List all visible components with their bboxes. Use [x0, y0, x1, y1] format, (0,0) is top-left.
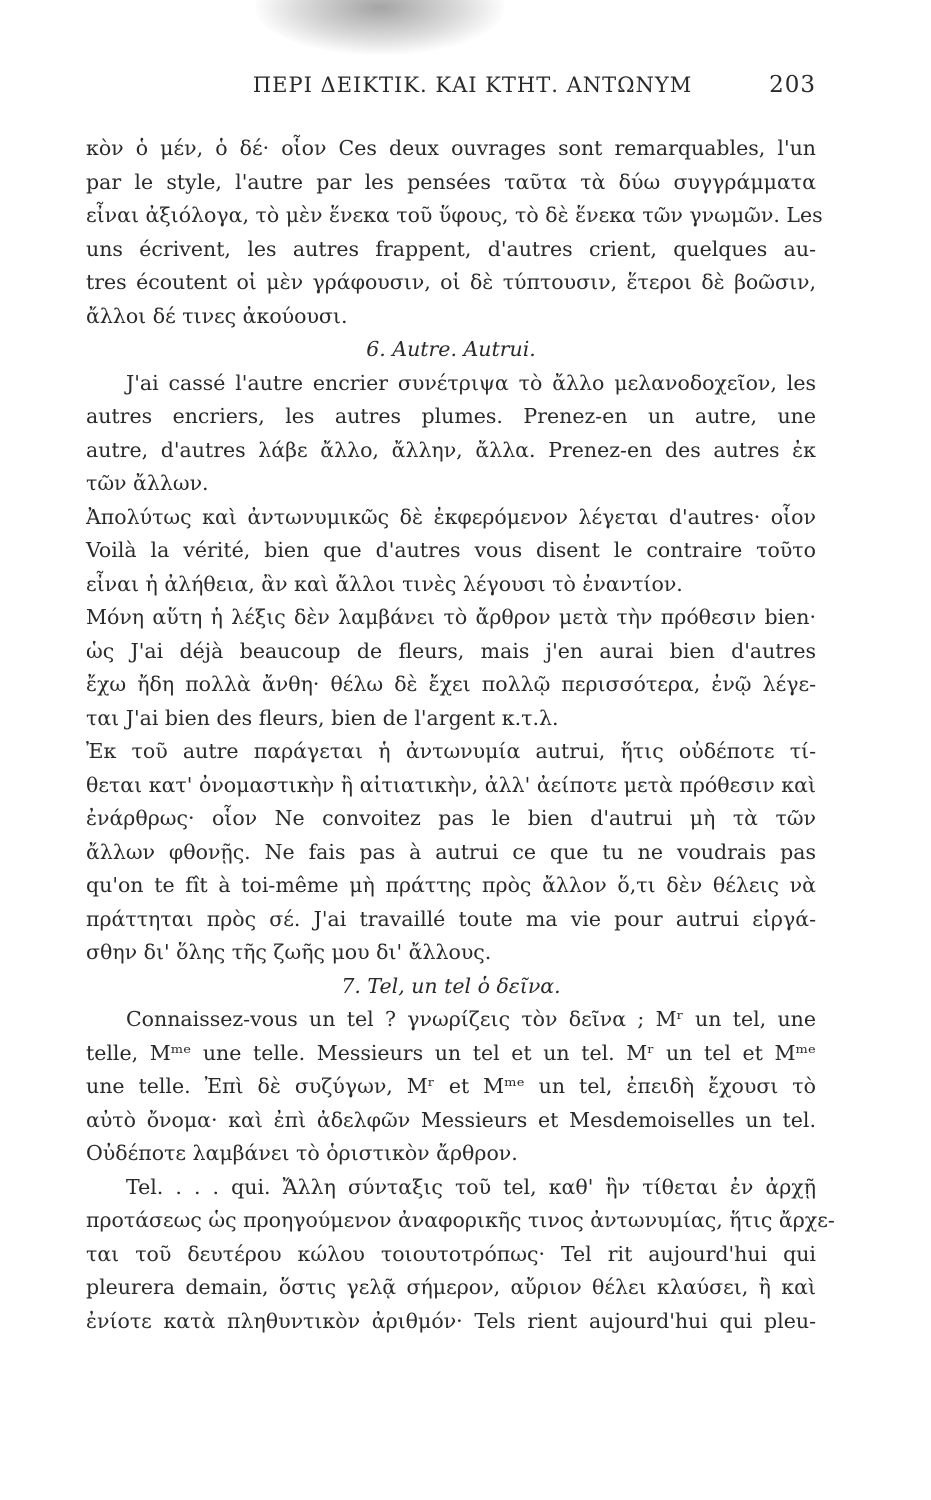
text-line: ἐνίοτε κατὰ πληθυντικὸν ἀριθμόν· Tels rient aujourd'hui qui pleu- — [86, 1308, 816, 1333]
body-text — [86, 132, 835, 1338]
text-line: telle, Mᵐᵉ une telle. Messieurs un tel et un tel. Mʳ un tel et Mᵐᵉ — [86, 1040, 816, 1065]
section-heading: 6. Autre. Autrui. — [366, 337, 536, 361]
text-line: ται J'ai bien des fleurs, bien de l'argent κ.τ.λ. — [86, 705, 559, 730]
text-line: Voilà la vérité, bien que d'autres vous disent le contraire τοῦτο — [86, 538, 816, 562]
text-line: ἐνάρθρως· οἷον Ne convoitez pas le bien d'autrui μὴ τὰ τῶν — [86, 806, 816, 830]
text-line: par le style, l'autre par les pensées ταῦτα τὰ δύω συγγράμματα — [86, 169, 816, 194]
page-number: 203 — [769, 72, 816, 98]
text-line: ἄλλοι δέ τινες ἀκούουσι. — [86, 303, 348, 328]
text-line: κὸν ὁ μέν, ὁ δέ· οἷον Ces deux ouvrages sont remarquables, l'un — [86, 136, 816, 160]
text-line: ὡς J'ai déjà beaucoup de fleurs, mais j'en aurai bien d'autres — [86, 638, 816, 663]
text-line: Μόνη αὕτη ἡ λέξις δὲν λαμβάνει τὸ ἄρθρον μετὰ τὴν πρόθεσιν bien· — [86, 605, 816, 629]
text-line: τῶν ἄλλων. — [86, 471, 209, 495]
text-line: Οὐδέποτε λαμβάνει τὸ ὁριστικὸν ἄρθρον. — [86, 1141, 518, 1165]
text-line: ἔχω ἤδη πολλὰ ἄνθη· θέλω δὲ ἔχει πολλῷ περισσότερα, ἐνῷ λέγε- — [86, 672, 816, 696]
text-line: σθην δι' ὅλης τῆς ζωῆς μου δι' ἄλλους. — [86, 940, 492, 964]
text-line: Connaissez-vous un tel ? γνωρίζεις τὸν δεῖνα ; Mʳ un tel, une — [126, 1007, 816, 1031]
text-line: αὐτὸ ὄνομα· καὶ ἐπὶ ἀδελφῶν Messieurs et Mesdemoiselles un tel. — [86, 1107, 816, 1132]
book-page — [86, 72, 835, 1338]
text-line: θεται κατ' ὀνομαστικὴν ἢ αἰτιατικὴν, ἀλλ' ἀείποτε μετὰ πρόθεσιν καὶ — [86, 772, 816, 797]
text-line: Tel. . . . qui. Ἄλλη σύνταξις τοῦ tel, καθ' ἣν τίθεται ἐν ἀρχῇ — [126, 1174, 816, 1199]
text-line: Ἐκ τοῦ autre παράγεται ἡ ἀντωνυμία autrui, ἥτις οὐδέποτε τί- — [86, 739, 816, 763]
text-line: εἶναι ἡ ἀλήθεια, ἂν καὶ ἄλλοι τινὲς λέγουσι τὸ ἐναντίον. — [86, 571, 683, 596]
text-line: une telle. Ἐπὶ δὲ συζύγων, Mʳ et Mᵐᵉ un tel, ἐπειδὴ ἔχουσι τὸ — [86, 1074, 816, 1098]
running-header — [86, 72, 816, 112]
text-line: ἄλλων φθονῇς. Ne fais pas à autrui ce que tu ne voudrais pas — [86, 839, 816, 864]
section-heading: 7. Tel, un tel ὁ δεῖνα. — [341, 973, 561, 998]
text-line: προτάσεως ὡς προηγούμενον ἀναφορικῆς τινος ἀντωνυμίας, ἥτις ἄρχε- — [86, 1208, 835, 1232]
text-line: uns écrivent, les autres frappent, d'autres crient, quelques au- — [86, 236, 816, 261]
text-line: J'ai cassé l'autre encrier συνέτριψα τὸ ἄλλο μελανοδοχεῖον, les — [126, 370, 816, 395]
text-line: qu'on te fît à toi-même μὴ πράττης πρὸς ἄλλον ὅ,τι δὲν θέλεις νὰ — [86, 873, 816, 897]
text-line: autres encriers, les autres plumes. Prenez-en un autre, une — [86, 404, 816, 428]
scan-shadow — [255, 0, 505, 55]
text-line: Ἀπολύτως καὶ ἀντωνυμικῶς δὲ ἐκφερόμενον λέγεται d'autres· οἷον — [86, 504, 816, 529]
text-line: pleurera demain, ὅστις γελᾷ σήμερον, αὔριον θέλει κλαύσει, ἢ καὶ — [86, 1275, 816, 1299]
text-line: ται τοῦ δευτέρου κώλου τοιουτοτρόπως· Tel rit aujourd'hui qui — [86, 1241, 816, 1266]
text-line: πράττηται πρὸς σέ. J'ai travaillé toute ma vie pour autrui εἰργά- — [86, 906, 816, 931]
text-line: εἶναι ἀξιόλογα, τὸ μὲν ἕνεκα τοῦ ὕφους, τὸ δὲ ἕνεκα τῶν γνωμῶν. Les — [86, 203, 823, 227]
running-header-title: ΠΕΡΙ ΔΕΙΚΤΙΚ. ΚΑΙ ΚΤΗΤ. ΑΝΤΩΝΥΜ — [252, 73, 693, 97]
text-line: autre, d'autres λάβε ἄλλο, ἄλλην, ἄλλα. Prenez-en des autres ἐκ — [86, 437, 816, 462]
text-line: tres écoutent οἱ μὲν γράφουσιν, οἱ δὲ τύπτουσιν, ἕτεροι δὲ βοῶσιν, — [86, 270, 816, 294]
